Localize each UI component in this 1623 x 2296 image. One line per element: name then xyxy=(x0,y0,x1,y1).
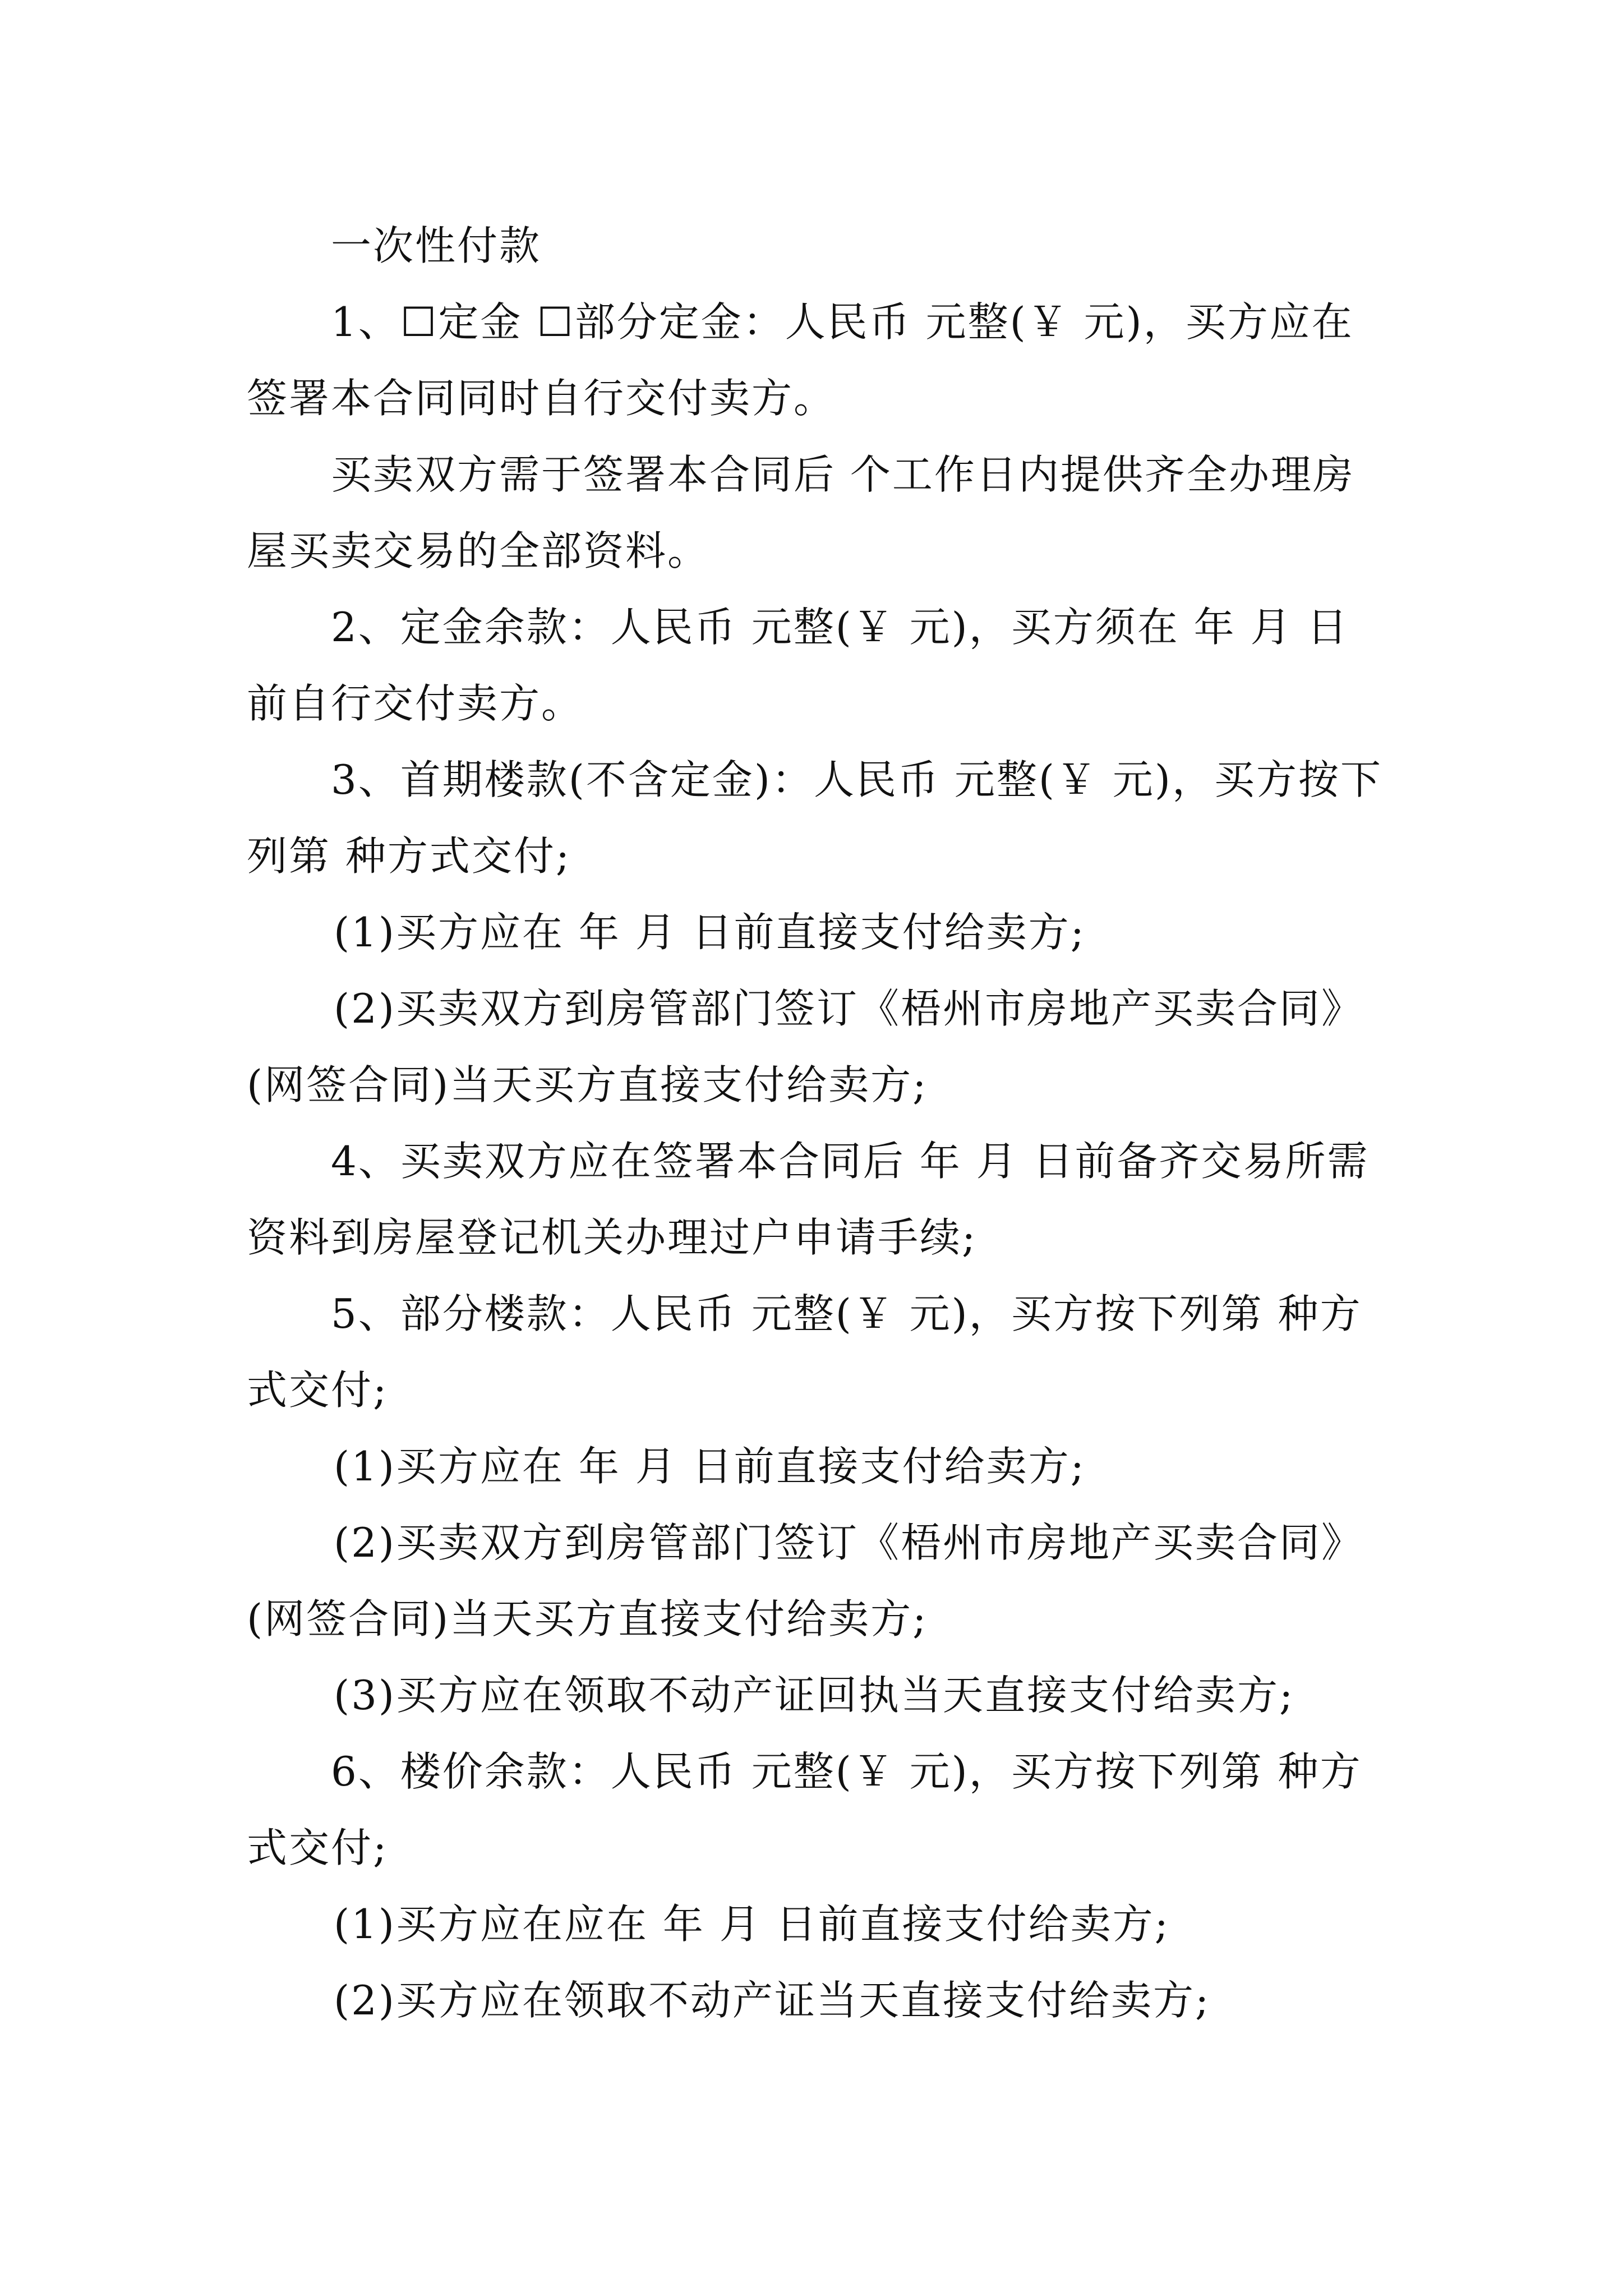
clause-5-option-1: (1)买方应在 年 月 日前直接支付给卖方; xyxy=(334,1443,1086,1490)
clause-2-deposit-balance: 2、定金余款：人民币 元整(￥ 元)，买方须在 年 月 日前自行交付卖方。 xyxy=(247,604,1349,727)
clause-1-deposit: 1、☐定金 ☐部分定金：人民币 元整(￥ 元)，买方应在签署本合同同时自行交付卖方。 xyxy=(247,298,1354,422)
clause-5-partial-payment: 5、部分楼款：人民币 元整(￥ 元)，买方按下列第 种方式交付; xyxy=(247,1290,1362,1414)
clause-5-option-2: (2)买卖双方到房管部门签订《梧州市房地产买卖合同》(网签合同)当天买方直接支付给卖方; xyxy=(247,1519,1363,1642)
clause-3-option-1: (1)买方应在 年 月 日前直接支付给卖方; xyxy=(334,909,1086,956)
clause-5-option-3: (3)买方应在领取不动产证回执当天直接支付给卖方; xyxy=(334,1672,1295,1719)
clause-3-down-payment: 3、首期楼款(不含定金)：人民币 元整(￥ 元)，买方按下列第 种方式交付; xyxy=(247,756,1382,880)
clause-6-balance: 6、楼价余款：人民币 元整(￥ 元)，买方按下列第 种方式交付; xyxy=(247,1748,1362,1871)
clause-6-option-1: (1)买方应在应在 年 月 日前直接支付给卖方; xyxy=(334,1901,1170,1948)
section-heading: 一次性付款 xyxy=(331,222,542,269)
clause-documents: 买卖双方需于签署本合同后 个工作日内提供齐全办理房屋买卖交易的全部资料。 xyxy=(247,451,1355,574)
clause-4-transfer: 4、买卖双方应在签署本合同后 年 月 日前备齐交易所需资料到房屋登记机关办理过户申请手续; xyxy=(247,1138,1370,1261)
clause-6-option-2: (2)买方应在领取不动产证当天直接支付给卖方; xyxy=(334,1977,1211,2024)
clause-3-option-2: (2)买卖双方到房管部门签订《梧州市房地产买卖合同》(网签合同)当天买方直接支付给卖方; xyxy=(247,985,1363,1108)
